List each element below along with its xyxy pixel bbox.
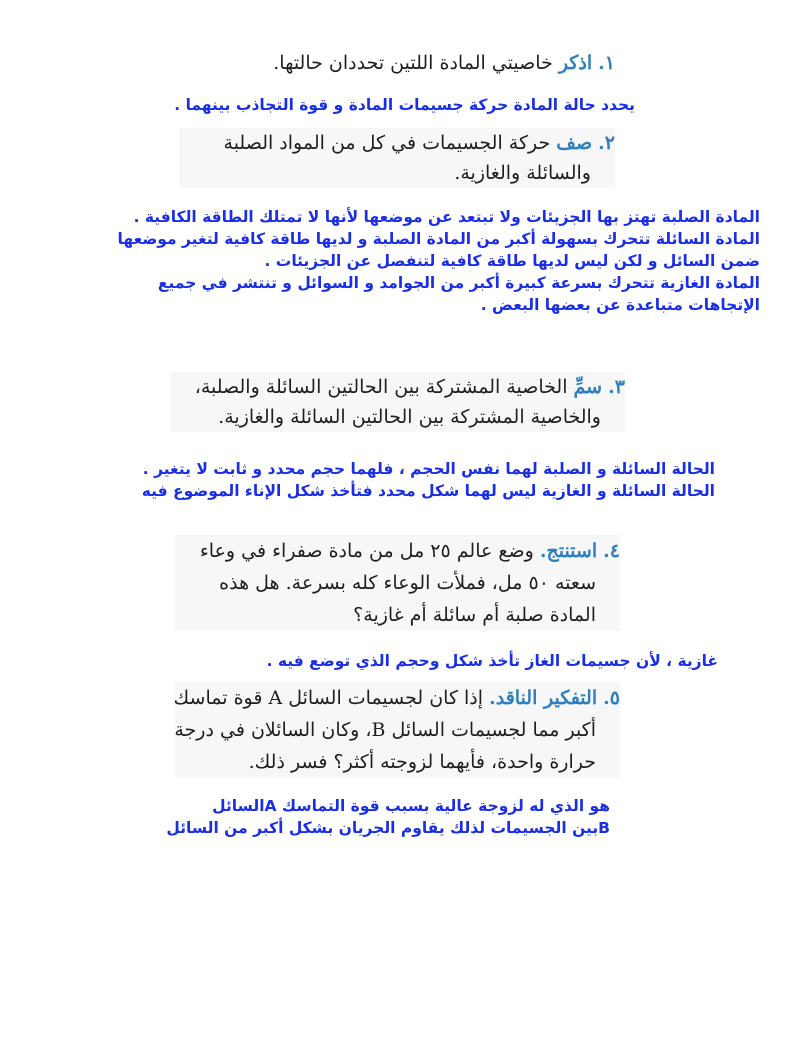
question-4-text-line-3: المادة صلبة أم سائلة أم غازية؟ (353, 604, 596, 626)
question-2-text-line-2: والسائلة والغازية. (454, 162, 591, 184)
answer-1 (174, 94, 635, 116)
question-5-text-line-1: إذا كان لجسيمات السائل A قوة تماسك (173, 687, 484, 709)
answer-3 (142, 458, 715, 502)
question-5-number: ٥. (603, 687, 620, 709)
answer-2-line-1: المادة الصلبة تهتز بها الجزيئات ولا تبتعد عن موضعها لأنها لا تمتلك الطاقة الكافية . (133, 208, 760, 226)
question-3-number: ٣. (608, 376, 625, 398)
answer-2-line-5: الإتجاهات متباعدة عن بعضها البعض . (480, 296, 760, 314)
answer-5-line-1: هو الذي له لزوجة عالية بسبب قوة التماسك Aالسائل (212, 797, 610, 815)
question-4-text-line-1: وضع عالم ٢٥ مل من مادة صفراء في وعاء (199, 540, 534, 562)
question-2-number: ٢. (598, 132, 615, 154)
answer-1-line: يحدد حالة المادة حركة جسيمات المادة و قوة التجاذب بينهما . (174, 96, 635, 114)
answer-2 (118, 206, 760, 316)
question-1-text: خاصيتي المادة اللتين تحددان حالتها. (273, 52, 553, 74)
question-5-text-line-2: أكبر مما لجسيمات السائل B، وكان السائلان في درجة (174, 719, 596, 741)
question-5-verb: التفكير الناقد. (489, 687, 598, 709)
question-1-verb: اذكر (558, 52, 593, 74)
answer-5 (166, 795, 610, 839)
question-2-text-line-1: حركة الجسيمات في كل من المواد الصلبة (223, 132, 551, 154)
question-3-text-line-1: الخاصية المشتركة بين الحالتين السائلة والصلبة، (194, 376, 568, 398)
question-1-number: ١. (598, 52, 615, 74)
question-5 (175, 682, 620, 778)
question-4 (175, 535, 620, 631)
question-3-text-line-2: والخاصية المشتركة بين الحالتين السائلة والغازية. (218, 406, 601, 428)
question-3 (170, 372, 625, 432)
question-3-verb: سمِّ (573, 376, 603, 398)
answer-2-line-4: المادة الغازية تتحرك بسرعة كبيرة أكبر من الجوامد و السوائل و تنتشر في جميع (157, 274, 760, 292)
question-4-text-line-2: سعته ٥٠ مل، فملأت الوعاء كله بسرعة. هل هذه (219, 572, 596, 594)
question-1 (273, 48, 615, 78)
question-4-number: ٤. (603, 540, 620, 562)
answer-3-line-2: الحالة السائلة و الغازية ليس لهما شكل محدد فتأخذ شكل الإناء الموضوع فيه (141, 482, 715, 500)
question-2 (179, 128, 615, 188)
question-4-verb: استنتج. (539, 540, 598, 562)
answer-4-line: غازية ، لأن جسيمات الغاز تأخذ شكل وحجم الذي توضع فيه . (266, 652, 718, 670)
answer-2-line-3: ضمن السائل و لكن ليس لديها طاقة كافية لتنفصل عن الجزيئات . (264, 252, 760, 270)
question-2-verb: صف (556, 132, 593, 154)
answer-5-line-2: Bبين الجسيمات لذلك يقاوم الجريان بشكل أكبر من السائل (166, 819, 610, 837)
answer-4 (267, 650, 718, 672)
answer-2-line-2: المادة السائلة تتحرك بسهولة أكبر من المادة الصلبة و لديها طاقة كافية لتغير موضعها (117, 230, 760, 248)
answer-3-line-1: الحالة السائلة و الصلبة لهما نفس الحجم ، فلهما حجم محدد و ثابت لا يتغير . (142, 460, 715, 478)
question-5-text-line-3: حرارة واحدة، فأيهما لزوجته أكثر؟ فسر ذلك. (248, 751, 596, 773)
